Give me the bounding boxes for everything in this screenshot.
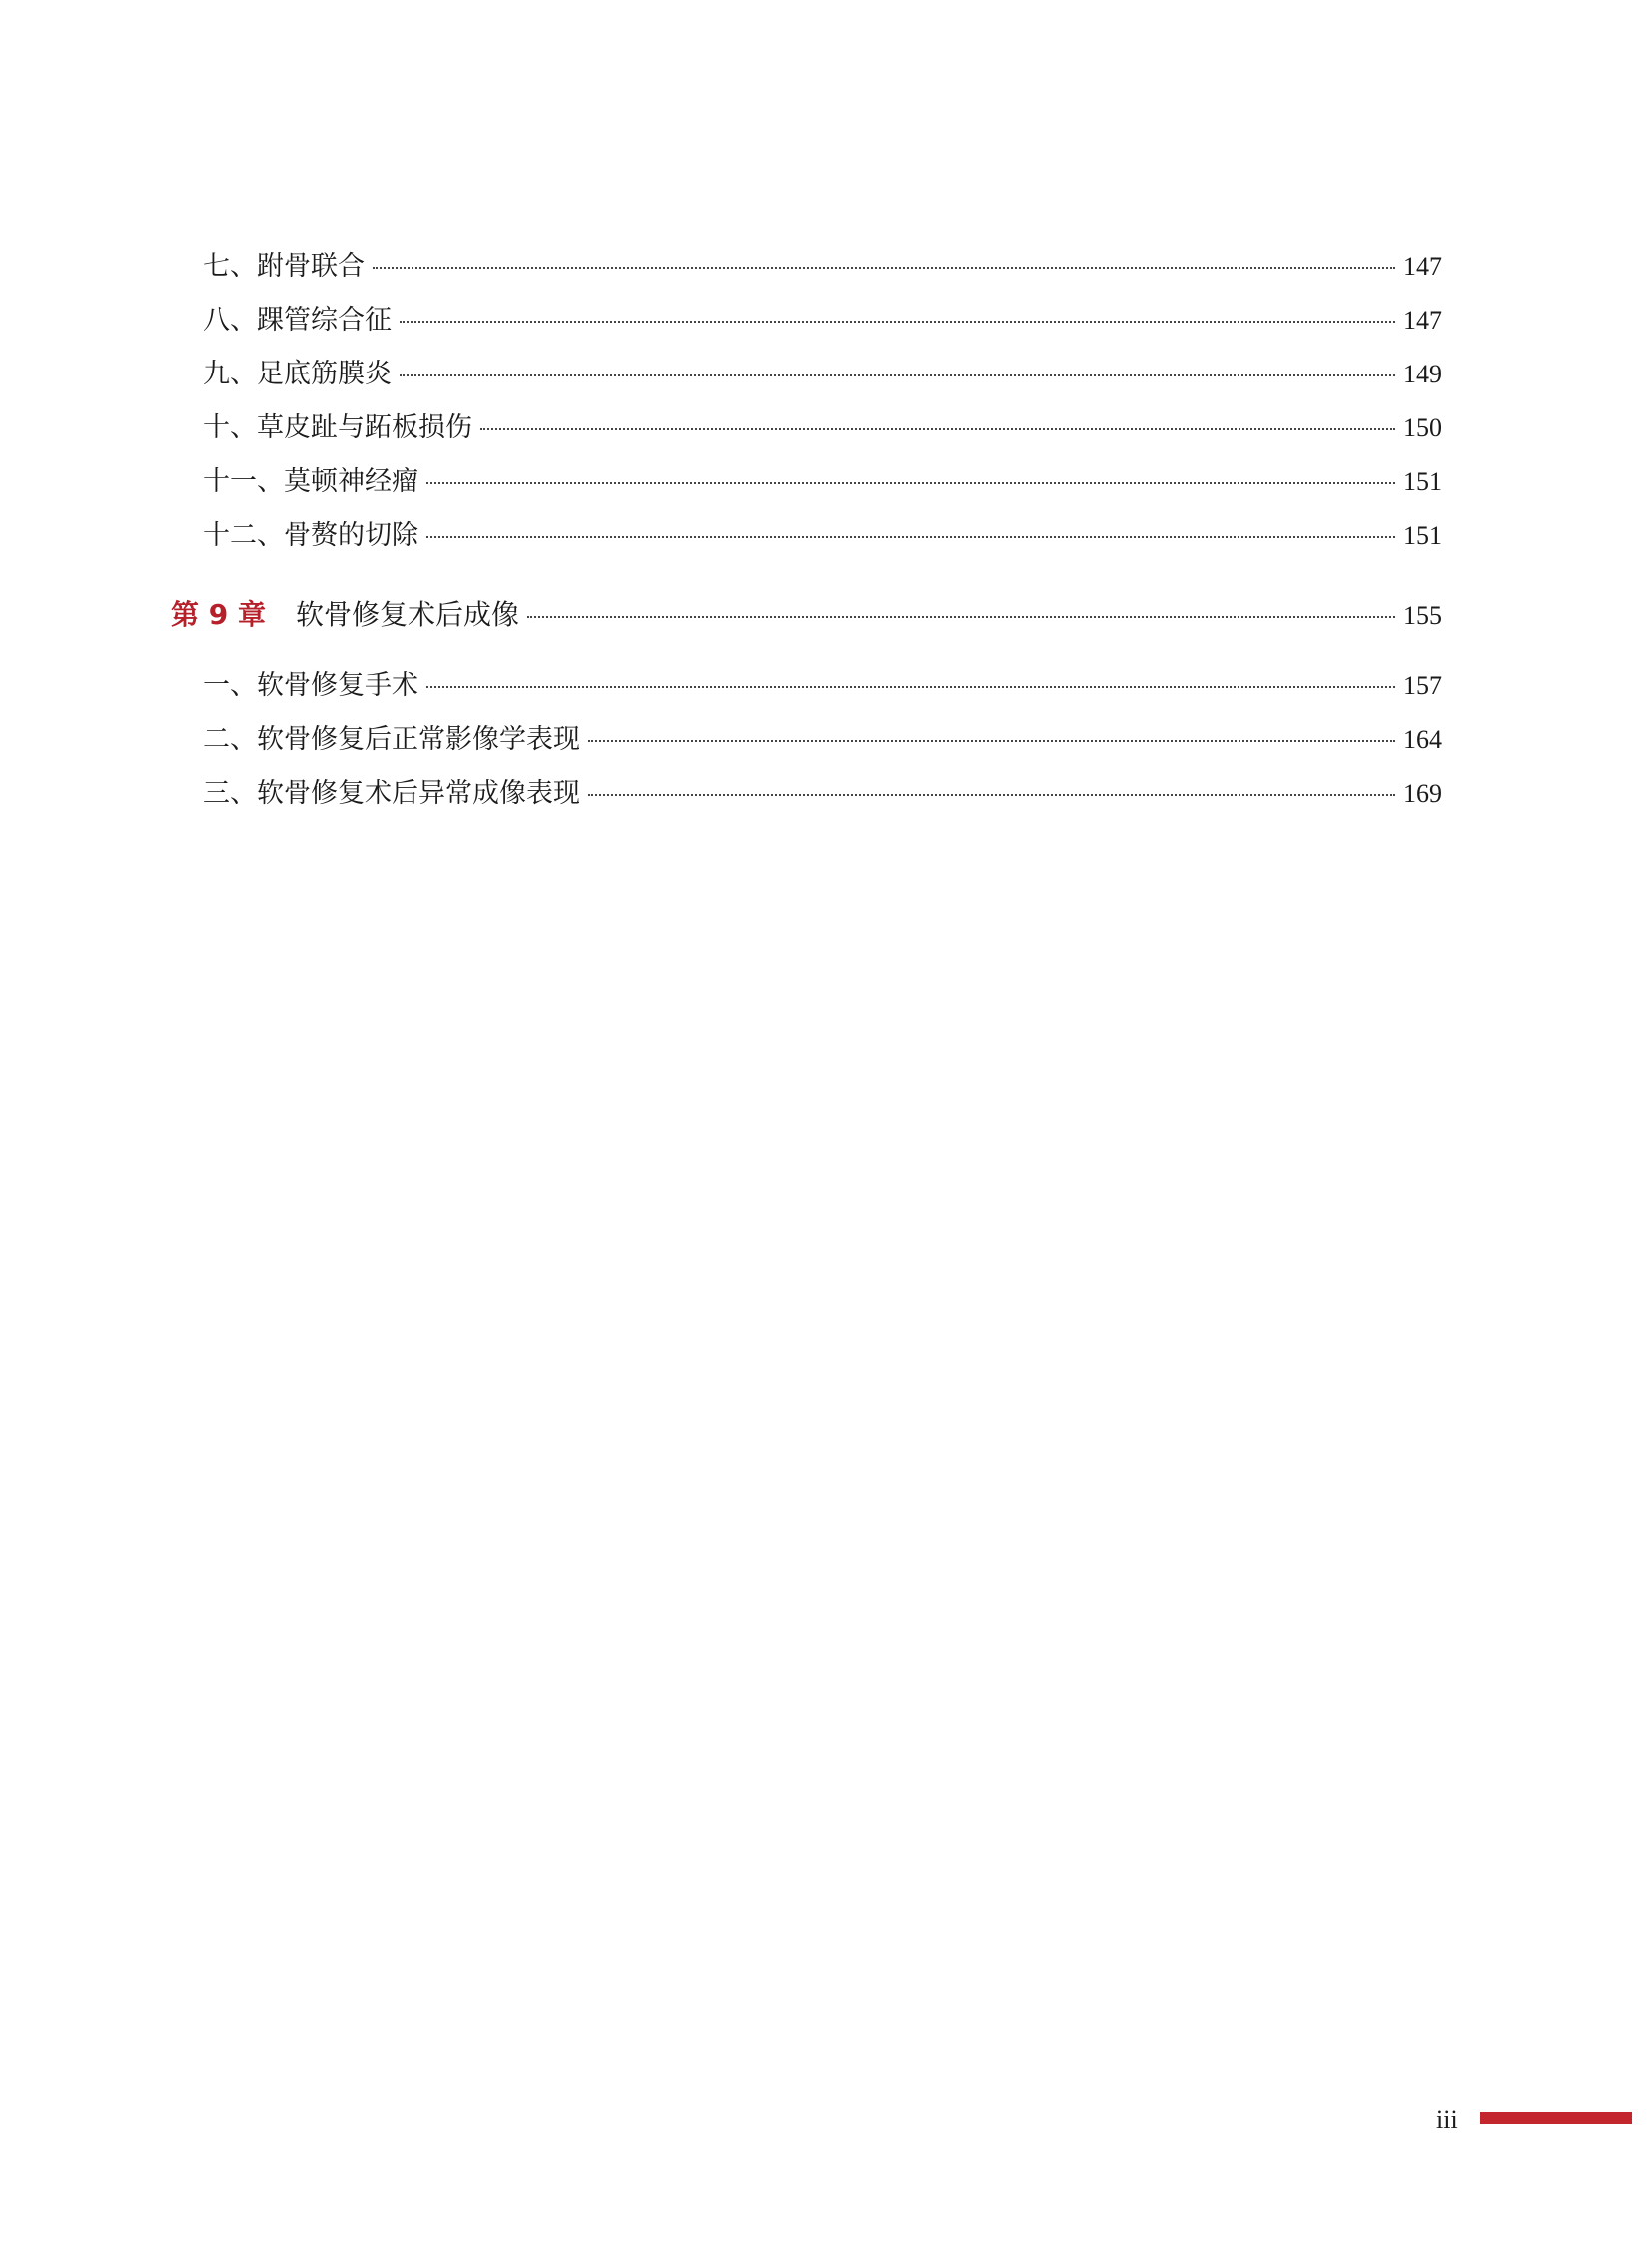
chapter-page: 155 bbox=[1403, 601, 1442, 630]
page-folio: iii bbox=[1436, 2105, 1458, 2134]
toc-entry[interactable] bbox=[203, 405, 1442, 444]
toc-entry[interactable] bbox=[203, 663, 1442, 702]
toc-entry[interactable] bbox=[203, 771, 1442, 810]
toc-entry-page: 147 bbox=[1403, 306, 1442, 335]
toc-entry-page: 169 bbox=[1403, 779, 1442, 808]
toc-entry-title: 七、跗骨联合 bbox=[203, 251, 365, 282]
dot-leader bbox=[373, 267, 1395, 269]
toc-entry-page: 147 bbox=[1403, 252, 1442, 281]
dot-leader bbox=[400, 321, 1395, 323]
dot-leader bbox=[527, 616, 1395, 618]
toc-entry-page: 149 bbox=[1403, 360, 1442, 388]
toc-entry-page: 164 bbox=[1403, 725, 1442, 754]
dot-leader bbox=[426, 536, 1395, 538]
toc-entry-page: 157 bbox=[1403, 671, 1442, 700]
toc-entry-title: 十二、骨赘的切除 bbox=[203, 520, 418, 551]
toc-entry-page: 151 bbox=[1403, 521, 1442, 550]
dot-leader bbox=[400, 374, 1395, 376]
toc-chapter-entry[interactable] bbox=[171, 593, 1442, 633]
chapter-number: 第 9 章 bbox=[171, 598, 266, 631]
toc-entry-page: 151 bbox=[1403, 467, 1442, 496]
dot-leader bbox=[426, 686, 1395, 688]
toc-entry[interactable] bbox=[203, 352, 1442, 390]
toc-entry[interactable] bbox=[203, 298, 1442, 337]
toc-entry-title: 二、软骨修复后正常影像学表现 bbox=[203, 724, 580, 755]
toc-entry-title: 九、足底筋膜炎 bbox=[203, 359, 392, 389]
toc-entry[interactable] bbox=[203, 244, 1442, 283]
toc-entry-title: 十一、莫顿神经瘤 bbox=[203, 466, 418, 497]
dot-leader bbox=[588, 794, 1395, 796]
toc-entry[interactable] bbox=[203, 513, 1442, 552]
toc-entry-title: 三、软骨修复术后异常成像表现 bbox=[203, 778, 580, 809]
toc-entry[interactable] bbox=[203, 717, 1442, 756]
dot-leader bbox=[588, 740, 1395, 742]
chapter-title: 软骨修复术后成像 bbox=[295, 598, 519, 631]
toc-entry-page: 150 bbox=[1403, 413, 1442, 442]
toc-entry[interactable] bbox=[203, 459, 1442, 498]
toc-entry-title: 一、软骨修复手术 bbox=[203, 670, 418, 701]
footer-accent-bar bbox=[1480, 2112, 1632, 2124]
dot-leader bbox=[480, 428, 1395, 430]
toc-entry-title: 八、踝管综合征 bbox=[203, 305, 392, 336]
dot-leader bbox=[426, 482, 1395, 484]
toc-entry-title: 十、草皮趾与跖板损伤 bbox=[203, 412, 472, 443]
